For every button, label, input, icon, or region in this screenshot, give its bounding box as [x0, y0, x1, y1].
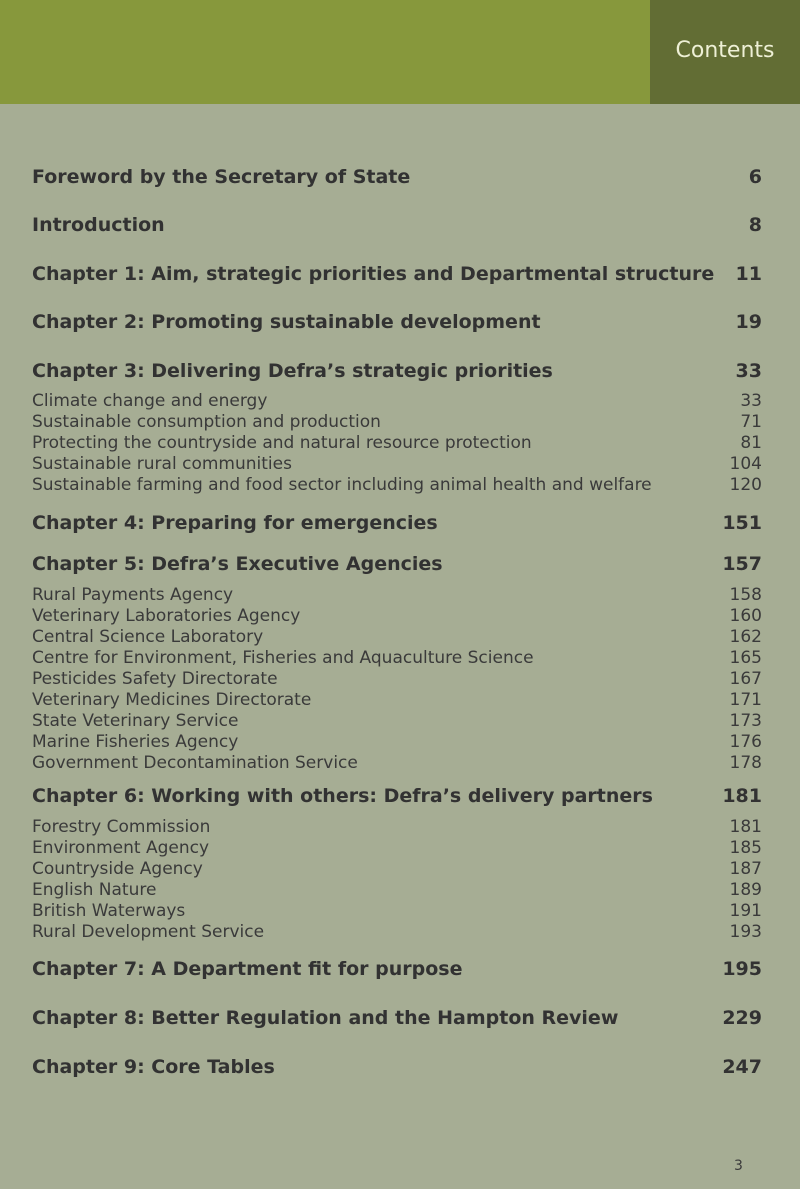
toc-title: Pesticides Safety Directorate: [32, 669, 278, 689]
toc-page-number: 189: [729, 880, 762, 900]
toc-page-number: 33: [735, 360, 762, 382]
toc-title: State Veterinary Service: [32, 711, 239, 731]
toc-title: Marine Fisheries Agency: [32, 732, 239, 752]
toc-title: Chapter 6: Working with others: Defra’s delivery partners: [32, 785, 653, 807]
toc-page-number: 193: [729, 922, 762, 942]
toc-page-number: 151: [722, 512, 762, 534]
toc-title: Sustainable consumption and production: [32, 412, 381, 432]
toc-title: British Waterways: [32, 901, 186, 921]
toc-title: Veterinary Laboratories Agency: [32, 606, 301, 626]
toc-page-number: 181: [729, 817, 762, 837]
toc-page-number: 160: [729, 606, 762, 626]
toc-chapter-row[interactable]: [32, 214, 762, 238]
toc-title: Chapter 4: Preparing for emergencies: [32, 512, 438, 534]
toc-chapter-row[interactable]: [32, 512, 762, 536]
toc-title: Rural Payments Agency: [32, 585, 234, 605]
toc-page-number: 81: [740, 433, 762, 453]
toc-title: Forestry Commission: [32, 817, 211, 837]
toc-chapter-row[interactable]: [32, 958, 762, 982]
toc-page-number: 171: [729, 690, 762, 710]
toc-title: Foreword by the Secretary of State: [32, 166, 411, 188]
toc-page-number: 191: [729, 901, 762, 921]
toc-title: Chapter 3: Delivering Defra’s strategic priorities: [32, 360, 553, 382]
toc-title: Chapter 5: Defra’s Executive Agencies: [32, 553, 443, 575]
toc-title: Sustainable rural communities: [32, 454, 292, 474]
toc-page-number: 185: [729, 838, 762, 858]
toc-chapter-row[interactable]: [32, 1056, 762, 1080]
toc-title: Chapter 1: Aim, strategic priorities and Departmental structure: [32, 263, 715, 285]
toc-page-number: 162: [729, 627, 762, 647]
toc-chapter-row[interactable]: [32, 166, 762, 190]
toc-title: Chapter 8: Better Regulation and the Hampton Review: [32, 1007, 619, 1029]
toc-title: English Nature: [32, 880, 157, 900]
toc-title: Environment Agency: [32, 838, 210, 858]
toc-page-number: 6: [748, 166, 762, 188]
toc-page-number: 176: [729, 732, 762, 752]
toc-page-number: 178: [729, 753, 762, 773]
toc-title: Central Science Laboratory: [32, 627, 264, 647]
toc-page-number: 19: [735, 311, 762, 333]
toc-title: Chapter 9: Core Tables: [32, 1056, 275, 1078]
toc-page-number: 195: [722, 958, 762, 980]
toc-page-number: 247: [722, 1056, 762, 1078]
toc-page-number: 11: [735, 263, 762, 285]
toc-chapter-row[interactable]: [32, 553, 762, 577]
toc-chapter-row[interactable]: [32, 311, 762, 335]
toc-page-number: 157: [722, 553, 762, 575]
toc-title: Chapter 2: Promoting sustainable development: [32, 311, 541, 333]
toc-entry-row[interactable]: [32, 753, 762, 777]
page-number: 3: [734, 1158, 743, 1174]
toc-page-number: 8: [748, 214, 762, 236]
toc-title: Chapter 7: A Department fit for purpose: [32, 958, 463, 980]
toc-page-number: 187: [729, 859, 762, 879]
toc-title: Government Decontamination Service: [32, 753, 358, 773]
toc-page-number: 181: [722, 785, 762, 807]
toc-page-number: 229: [722, 1007, 762, 1029]
toc-page-number: 165: [729, 648, 762, 668]
toc-title: Protecting the countryside and natural resource protection: [32, 433, 532, 453]
toc-entry-row[interactable]: [32, 475, 762, 499]
toc-page-number: 167: [729, 669, 762, 689]
toc-title: Rural Development Service: [32, 922, 265, 942]
toc-page-number: 173: [729, 711, 762, 731]
toc-chapter-row[interactable]: [32, 1007, 762, 1031]
page-title: Contents: [675, 38, 775, 63]
toc-title: Sustainable farming and food sector including animal health and welfare: [32, 475, 652, 495]
toc-page-number: 158: [729, 585, 762, 605]
toc-chapter-row[interactable]: [32, 263, 762, 287]
toc-title: Countryside Agency: [32, 859, 203, 879]
toc-title: Veterinary Medicines Directorate: [32, 690, 312, 710]
toc-page-number: 71: [740, 412, 762, 432]
toc-chapter-row[interactable]: [32, 360, 762, 384]
toc-title: Climate change and energy: [32, 391, 268, 411]
toc-page-number: 120: [729, 475, 762, 495]
toc-title: Introduction: [32, 214, 165, 236]
toc-page-number: 33: [740, 391, 762, 411]
toc-entry-row[interactable]: [32, 922, 762, 946]
toc-page-number: 104: [729, 454, 762, 474]
toc-chapter-row[interactable]: [32, 785, 762, 809]
toc-title: Centre for Environment, Fisheries and Aquaculture Science: [32, 648, 534, 668]
